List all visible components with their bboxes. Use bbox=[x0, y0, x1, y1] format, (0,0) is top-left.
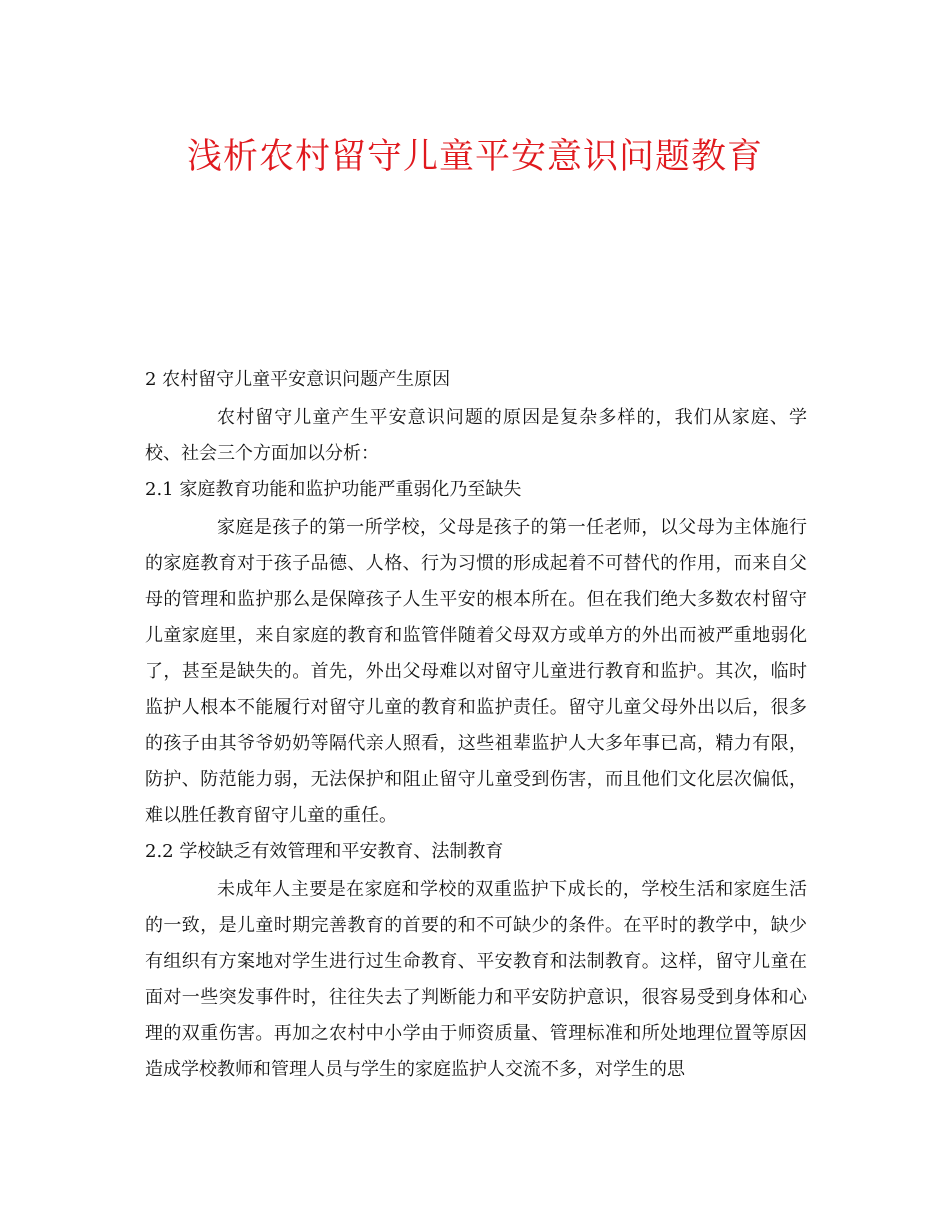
document-body bbox=[145, 362, 807, 1088]
section-heading-2-1: 2.1 家庭教育功能和监护功能严重弱化乃至缺失 bbox=[145, 479, 522, 500]
document-title: 浅析农村留守儿童平安意识问题教育 bbox=[186, 137, 763, 177]
section-heading-2: 2 农村留守儿童平安意识问题产生原因 bbox=[145, 369, 451, 390]
section-paragraph-2-1: 家庭是孩子的第一所学校，父母是孩子的第一任老师，以父母为主体施行的家庭教育对于孩子品德、人格、行为习惯的形成起着不可替代的作用，而来自父母的管理和监护那么是保障孩子人生平安的根本所在。但在我们绝大多数农村留守儿童家庭里，来自家庭的教育和监管伴随着父母双方或单方的外出而被严重地弱化了，甚至是缺失的。首先，外出父母难以对留守儿童进行教育和监护。其次，临时监护人根本不能履行对留守儿童的教育和监护责任。留守儿童父母外出以后，很多的孩子由其爷爷奶奶等隔代亲人照看，这些祖辈监护人大多年事已高，精力有限，防护、防范能力弱，无法保护和阻止留守儿童受到伤害，而且他们文化层次偏低，难以胜任教育留守儿童的重任。 bbox=[145, 517, 807, 826]
section-paragraph-2-2: 未成年人主要是在家庭和学校的双重监护下成长的，学校生活和家庭生活的一致，是儿童时期完善教育的首要的和不可缺少的条件。在平时的教学中，缺少有组织有方案地对学生进行过生命教育、平安教育和法制教育。这样，留守儿童在面对一些突发事件时，往往失去了判断能力和平安防护意识，很容易受到身体和心理的双重伤害。再加之农村中小学由于师资质量、管理标准和所处地理位置等原因造成学校教师和管理人员与学生的家庭监护人交流不多，对学生的思 bbox=[145, 879, 807, 1080]
section-paragraph-2: 农村留守儿童产生平安意识问题的原因是复杂多样的，我们从家庭、学校、社会三个方面加以分析： bbox=[145, 407, 807, 464]
section-heading-2-2: 2.2 学校缺乏有效管理和平安教育、法制教育 bbox=[145, 841, 504, 862]
